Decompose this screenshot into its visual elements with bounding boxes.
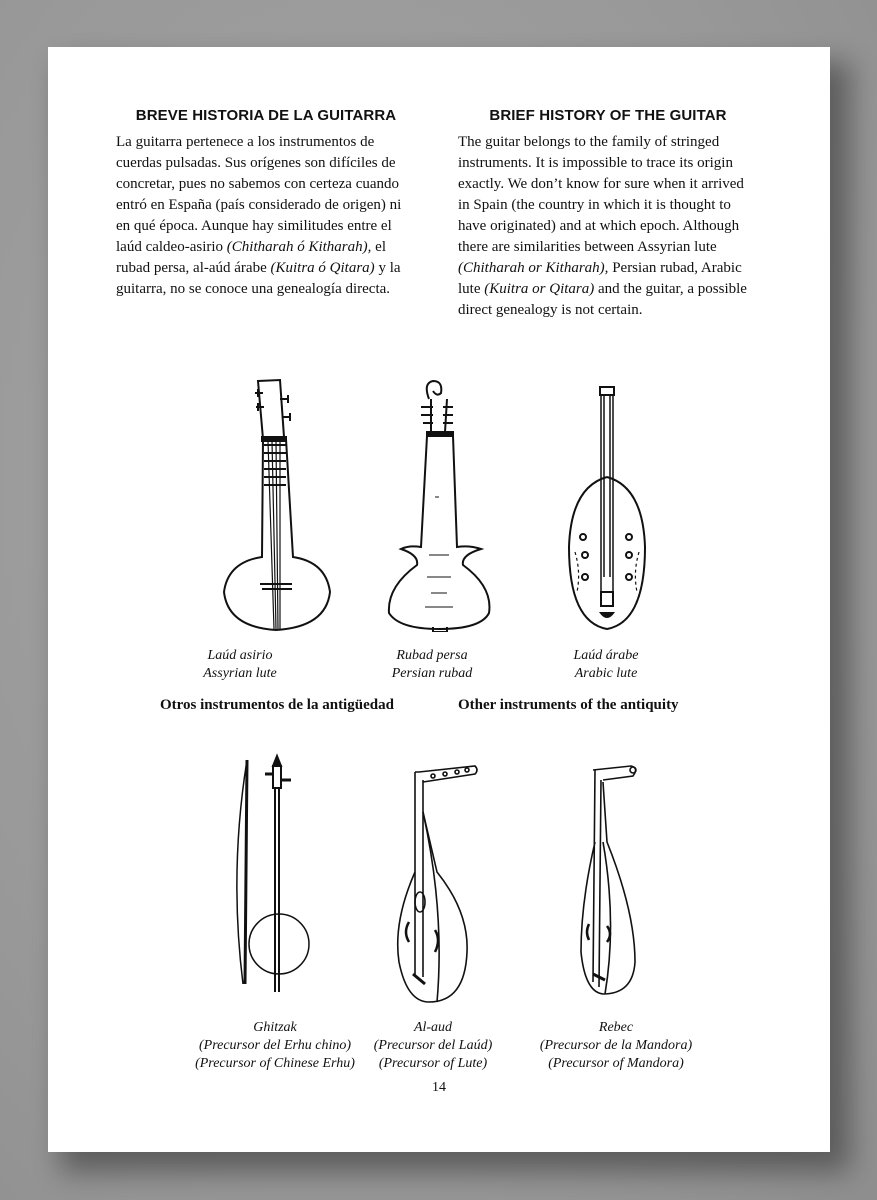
- al-aud-drawing-icon: [393, 762, 488, 1007]
- spanish-title: BREVE HISTORIA DE LA GUITARRA: [135, 107, 397, 124]
- italic-span: (Chitharah or Kitharah),: [458, 260, 609, 276]
- english-column: [458, 107, 758, 321]
- text-span: Persian rubad, Arabic lute: [458, 260, 742, 297]
- caption-assyrian-lute: [140, 647, 340, 683]
- caption-en: (Precursor of Mandora): [548, 1056, 684, 1071]
- ghitzak-drawing-icon: [223, 752, 313, 997]
- text-span: y la guitarra, no se conoce una genealogía directa.: [116, 260, 401, 297]
- text-span: The guitar belongs to the family of stringed instruments. It is impossible to trace its origin exactly. We don’t know for sure when it arrived in Spain (the country in which it is thought to have originated) and at which epoch. Although there are similarities between Assyrian lute: [458, 134, 744, 255]
- caption-en: Persian rubad: [391, 666, 473, 681]
- italic-span: (Kuitra or Qitara): [484, 281, 595, 297]
- page-number: 14: [432, 1080, 446, 1095]
- caption-en: Arabic lute: [574, 666, 638, 681]
- assyrian-lute-drawing-icon: [218, 377, 338, 632]
- caption-es: (Precursor del Laúd): [373, 1038, 493, 1053]
- caption-arabic-lute: [506, 647, 706, 683]
- caption-es: Rubad persa: [396, 648, 468, 663]
- english-paragraph: [458, 132, 758, 321]
- text-span: and the guitar, a possible direct genealogy is not certain.: [458, 281, 747, 318]
- arabic-lute-drawing-icon: [563, 377, 653, 637]
- rebec-drawing-icon: [573, 762, 663, 1007]
- caption-ghitzak: [175, 1019, 375, 1073]
- spanish-paragraph: [116, 132, 416, 300]
- text-span: el rubad persa, al-aúd árabe: [116, 239, 386, 276]
- caption-name: Al-aud: [413, 1020, 453, 1035]
- caption-name: Rebec: [598, 1020, 634, 1035]
- caption-rebec: [516, 1019, 716, 1073]
- caption-en: (Precursor of Chinese Erhu): [195, 1056, 355, 1071]
- caption-es: (Precursor de la Mandora): [539, 1038, 693, 1053]
- caption-persian-rubad: [332, 647, 532, 683]
- caption-name: Ghitzak: [253, 1020, 297, 1035]
- caption-en: Assyrian lute: [203, 666, 277, 681]
- italic-span: (Kuitra ó Qitara): [270, 260, 375, 276]
- text-span: La guitarra pertenece a los instrumentos de cuerdas pulsadas. Sus orígenes son difíciles de concretar, pues no sabemos con certeza cuando entró en España (país considerado de origen) ni en qué época. Aunque hay similitudes entre el laúd caldeo-asirio: [116, 134, 402, 255]
- book-page: [48, 47, 830, 1152]
- caption-en: (Precursor of Lute): [378, 1056, 488, 1071]
- italic-span: (Chitharah ó Kitharah),: [226, 239, 372, 255]
- caption-al-aud: [348, 1019, 518, 1073]
- persian-rubad-drawing-icon: [383, 377, 498, 632]
- caption-es: Laúd asirio: [207, 648, 273, 663]
- section-heading-en: Other instruments of the antiquity: [458, 697, 679, 713]
- english-title: BRIEF HISTORY OF THE GUITAR: [489, 107, 727, 124]
- spanish-column: [116, 107, 416, 300]
- caption-es: Laúd árabe: [573, 648, 639, 663]
- section-heading-es: Otros instrumentos de la antigüedad: [160, 697, 394, 713]
- caption-es: (Precursor del Erhu chino): [198, 1038, 352, 1053]
